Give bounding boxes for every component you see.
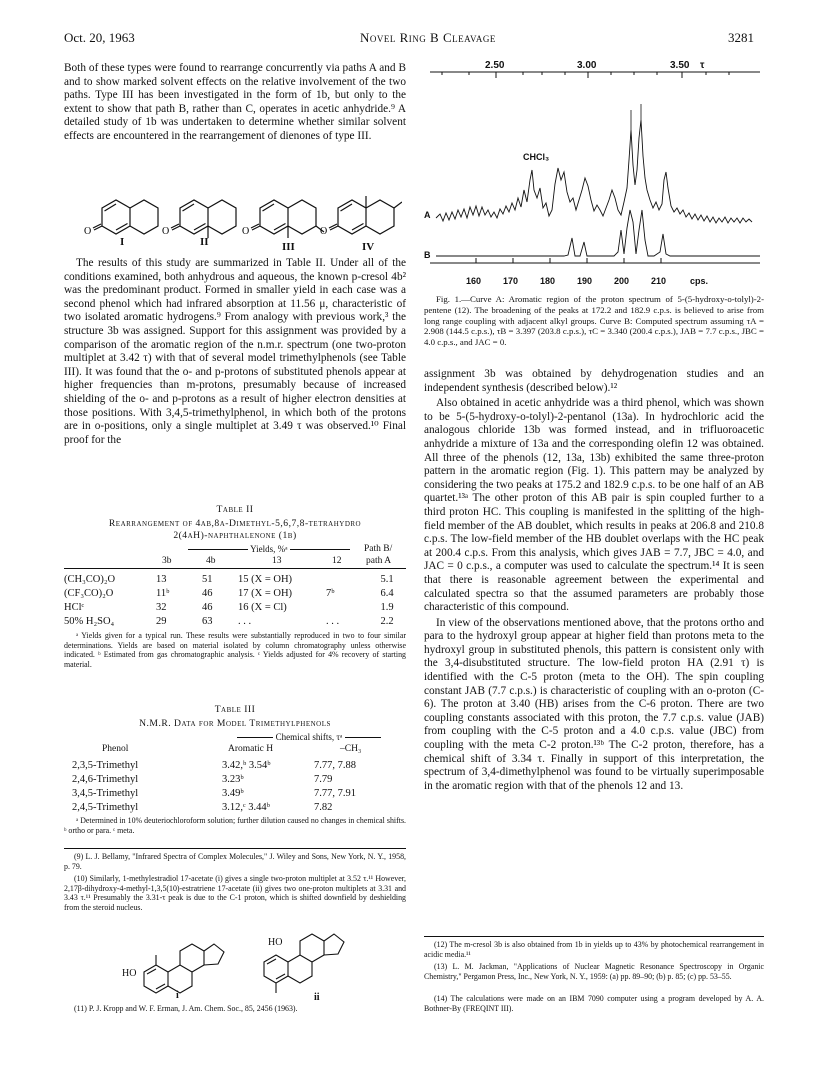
structure-label-3: III [282,241,295,253]
right-paragraph-3: In view of the observations mentioned above, that the protons ortho and para to the hydroxyl group appear at higher field than protons meta to the hydroxyl group in substituted phenols, this pattern is consistent only with the 3,4-disubstituted structure. The low-field proton HA (2.91 τ) is identified with the C-5 proton (meta to the OH). The spin coupling constant JAB (7.7 c.p.s.) is characteristic of coupling with an o-proton (C-6). The proton at 3.40 (HB) arises from the C-6 proton. There are two coupling constants associated with this proton, the 7.7 c.p.s. value (JAB) from coupling with the C-5 proton and a 4.0 c.p.s. value (JBC) from coupling with the meta C-2 proton.¹³ᵇ The C-2 proton, therefore, has a chemical shift of 3.34 τ. Finally in support of this interpretation, the spectrum of 3,4-dimethylphenol was found to be virtually superimposable in the aromatic region with that of the phenols 12 and 13. [424,616,764,792]
table2-cell: 1.9 [380,601,394,613]
nmr-figure [424,60,764,292]
table2-cell: 11ᵇ [156,587,170,599]
table-row [72,772,406,786]
table3-arom: 3.12,ᶜ 3.44ᵇ [222,801,270,813]
fig-curve-a-label: A [424,210,431,220]
fig-bottom-tick-3: 180 [540,276,556,286]
figure-caption: Fig. 1.—Curve A: Aromatic region of the proton spectrum of 5-(5-hydroxy-o-tolyl)-2-pentene (12). The broadening of the peaks at 172.2 and 182.9 c.p.s. is believed to arise from long range coupling with adjacent alkyl groups. Curve B: Computed spectrum assuming τA = 2.908 (144.5 c.p.s.), τB = 3.397 (203.8 c.p.s.), τC = 3.340 (200.4 c.p.s.), JAB = 7.7 c.p.s., JBC = 4.0 c.p.s., and JAC = 0. [424,294,764,348]
table-row [72,800,406,814]
table3-col-arom: Aromatic H [228,744,274,754]
table3-arom: 3.42,ᵇ 3.54ᵇ [222,759,271,771]
dienone-structures [82,188,402,248]
table2-cell: 51 [202,573,213,585]
table2-solvent: HClᶜ [64,601,85,613]
left-paragraph-2-text: The results of this study are summarized in Table II. Under all of the conditions examined, both anhydrous and aqueous, the known p-cresol 4b² was the predominant product. Formed in smaller yield in each case was a second phenol which had infrared absorption at 11.56 μ, characteristic of two isolated aromatic hydrogens.⁹ From analogy with previous work,³ the structure 3b was assigned. Support for this assignment was provided by a comparison of the aromatic region of the n.m.r. spectrum (one two-proton multiplet at 3.42 τ) with that of several model trimethylphenols (see Table III). It was found that the o- and p-protons of substituted phenols appear at higher frequencies than m-protons, presumably because of increased shielding of the o- and p-protons as a result of higher electron densities at those positions. With 3,4,5-trimethylphenol, in which both of the protons are in o-positions, only a single multiplet at 3.49 τ was observed.¹⁰ Final proof for the [64,257,406,446]
table2-cell [326,572,368,586]
left-column [64,62,406,146]
fig-top-unit: τ [700,60,705,71]
ref-12: (12) The m-cresol 3b is also obtained from 1b in yields up to 43% by photochemical rearrangement in acidic media.¹¹ [424,940,764,959]
table-row [72,758,406,772]
steroid-ii-ho-label: HO [268,937,283,948]
right-column [424,368,764,795]
table2-cell: 7ᵇ [326,587,335,599]
ref-9: (9) L. J. Bellamy, "Infrared Spectra of Complex Molecules," J. Wiley and Sons, New York, N. Y., 1958, p. 79. [64,852,406,871]
table3-phenol: 2,4,5-Trimethyl [72,801,139,813]
table-row [64,614,406,628]
table-row [72,786,406,800]
fig-bottom-tick-2: 170 [503,276,519,286]
table3-ch3: 7.82 [314,801,333,813]
fig-bottom-tick-6: 210 [651,276,667,286]
ref-11: (11) P. J. Kropp and W. F. Erman, J. Am. Chem. Soc., 85, 2456 (1963). [74,1004,298,1013]
left-paragraph-2 [64,257,406,449]
table2-cell: 46 [202,587,213,599]
table3-col-ch3: –CH₃ [340,744,362,754]
table3-col-phenol: Phenol [102,744,129,754]
ref-10: (10) Similarly, 1-methylestradiol 17-acetate (i) gives a single two-proton multiplet at 3.52 τ.¹¹ However, 2,17β-dihydroxy-4-methyl-1,3,5(10)-estratriene 17-acetate (ii) gives two one-proton multiplets at 3.31 and 3.43 τ.¹¹ Presumably the 3.31-τ peak is due to the C-1 proton, which is shifted downfield by deshielding from the steroid nucleus. [64,874,406,912]
table2-col-4b: 4b [206,556,216,566]
steroid-ii-label: ii [314,992,320,1003]
table3-arom: 3.49ᵇ [222,787,244,799]
table2-col-path: Path B/ [364,544,393,554]
table2-cell: 13 [156,573,167,585]
table3-ch3: 7.77, 7.91 [314,787,356,799]
table2-solvent: (CH₃CO)₂O [64,573,116,585]
table2-cell: 6.4 [380,587,394,599]
fig-bottom-tick-5: 200 [614,276,630,286]
table2-header-rule [64,568,406,569]
fig-top-tick-1: 2.50 [485,60,505,71]
table2-cell: 63 [202,615,213,627]
table2-cell: 15 (X = OH) [238,573,293,585]
table2-cell: 17 (X = OH) [238,587,293,599]
nmr-spectrum [424,60,764,292]
table2-cell: 16 (X = Cl) [238,601,287,613]
table3-rule-left [237,737,273,738]
left-paragraph-1: Both of these types were found to rearrange concurrently via paths A and B and to show marked solvent effects on the relative involvement of the two paths. Type III has been investigated in the form of 1b, but only to the extent to show that path B, rather than C, operates in acetic anhydride.⁹ A detailed study of 1b was undertaken to determine whether similar solvent effects are encountered in the rearrangement of dienones of type III. [64,62,406,142]
right-paragraph-2: Also obtained in acetic anhydride was a third phenol, which was shown to be 5-(5-hydroxy-o-tolyl)-2-pentanol (13a). In hydrochloric acid the analogous chloride 13b was formed instead, and in trifluoroacetic anhydride a mixture of 13a and the corresponding olefin 12 was obtained. All three of the phenols (12, 13a, 13b) exhibited the same three-proton pattern in the aromatic region (Fig. 1). This pattern may be analyzed by considering the two peaks at 175.2 and 182.9 c.p.s. to be one half of an AB quartet.¹³ᵃ The other proton of this AB pair is spin coupled further to a third proton HC. This coupling is manifested in the splitting of the high-field member of the AB doublet, which results in peaks at 206.8 and 210.8 c.p.s. The low-field member of the HB doublet overlaps with the HC peak at 200.4 c.p.s. From this analysis, which gives JAB = 7.7, JBC = 4.0, and JAC = 0 c.p.s., a computer was used to calculate the spectrum.¹⁴ It is seen that there is reasonable agreement between the experimental and calculated spectra so that the assumed parameters are probably those characteristic of this compound. [424,397,764,614]
table2-cell: 32 [156,601,167,613]
svg-text:O: O [162,226,170,237]
table2-col-path2: path A [366,556,392,566]
svg-text:O: O [242,226,250,237]
table2-rule-right [290,549,350,550]
table2-col-12: 12 [332,556,342,566]
steroid-i-ho-label: HO [122,968,137,979]
fig-top-tick-2: 3.00 [577,60,597,71]
table3-title: N.M.R. Data for Model Trimethylphenols [139,718,331,729]
table2-col-13: 13 [272,556,282,566]
table2-cell [326,600,368,614]
table2-label: Table II [216,504,254,515]
footnote-rule-left [64,848,406,849]
fig-bottom-unit: cps. [690,276,709,286]
header-title: Novel Ring B Cleavage [360,30,496,45]
header-date: Oct. 20, 1963 [64,30,135,45]
ref-14: (14) The calculations were made on an IBM 7090 computer using a program developed by A. A. Bothner-By (FREQINT III). [424,994,764,1013]
steroid-i-label: i [176,990,179,1001]
table2-cell: . . . [238,615,252,627]
table-row [64,572,406,586]
table2-footnote: ᵃ Yields given for a typical run. These results were substantially reproduced in two to four similar determinations. Yields are based on material isolated by column chromatography unless otherwise indicated. ᵇ Estimated from gas chromatographic analysis. ᶜ Yields adjusted for 4% recovery of starting material. [64,631,406,669]
structure-label-4: IV [362,241,375,253]
table2-cell: 29 [156,615,167,627]
table3-ch3: 7.77, 7.88 [314,759,356,771]
structure-label-2: II [200,236,209,248]
table3-group-header-text: Chemical shifts, τᵃ [275,732,343,742]
table2-solvent: 50% H₂SO₄ [64,615,115,627]
table3-label: Table III [214,704,256,715]
svg-text:O: O [320,226,328,237]
table3-phenol: 2,3,5-Trimethyl [72,759,139,771]
fig-bottom-tick-1: 160 [466,276,482,286]
table2-group-header [152,544,386,554]
fig-bottom-tick-4: 190 [577,276,593,286]
fig-curve-b-label: B [424,250,431,260]
table2-cell: . . . [326,615,340,627]
fig-top-tick-3: 3.50 [670,60,690,71]
dienone-structures-drawing [82,188,402,248]
ref-13: (13) L. M. Jackman, "Applications of Nuclear Magnetic Resonance Spectroscopy in Organic Chemistry," Pergamon Press, Inc., New York, N. Y., 1959: (a) pp. 89–90; (b) p. 85; (c) pp. 53–55. [424,962,764,981]
table3-body [72,758,406,814]
table2-group-header-text: Yields, %ᵃ [250,544,288,554]
table-row [64,600,406,614]
table2-title-line2: 2(4aH)-naphthalenone (1b) [173,530,297,541]
table3-ch3: 7.79 [314,773,333,785]
table3-rule-right [345,737,381,738]
table2-title-line1: Rearrangement of 4aβ,8α-Dimethyl-5,6,7,8-tetrahydro [108,518,362,529]
table3-phenol: 3,4,5-Trimethyl [72,787,139,799]
table2-cell: 46 [202,601,213,613]
table2-col-3b: 3b [162,556,172,566]
table2-solvent: (CF₃CO)₂O [64,587,114,599]
page-number: 3281 [728,30,754,45]
table2-cell: 2.2 [380,615,394,627]
table2-cell: 5.1 [380,573,394,585]
table-row [64,586,406,600]
fig-solvent-label: CHCl₃ [523,152,550,162]
table3-arom: 3.23ᵇ [222,773,244,785]
structure-label-1: I [120,236,125,248]
footnote-rule-right [424,936,764,937]
table3-phenol: 2,4,6-Trimethyl [72,773,139,785]
right-paragraph-1: assignment 3b was obtained by dehydrogenation studies and an independent synthesis (described below).¹² [424,368,764,394]
table3-group-header [214,732,404,742]
table3-footnote: ᵃ Determined in 10% deuteriochloroform solution; further dilution caused no changes in chemical shifts. ᵇ ortho or para. ᶜ meta. [64,816,406,835]
svg-text:O: O [84,226,92,237]
table2-body [64,572,406,628]
table2-rule-left [188,549,248,550]
